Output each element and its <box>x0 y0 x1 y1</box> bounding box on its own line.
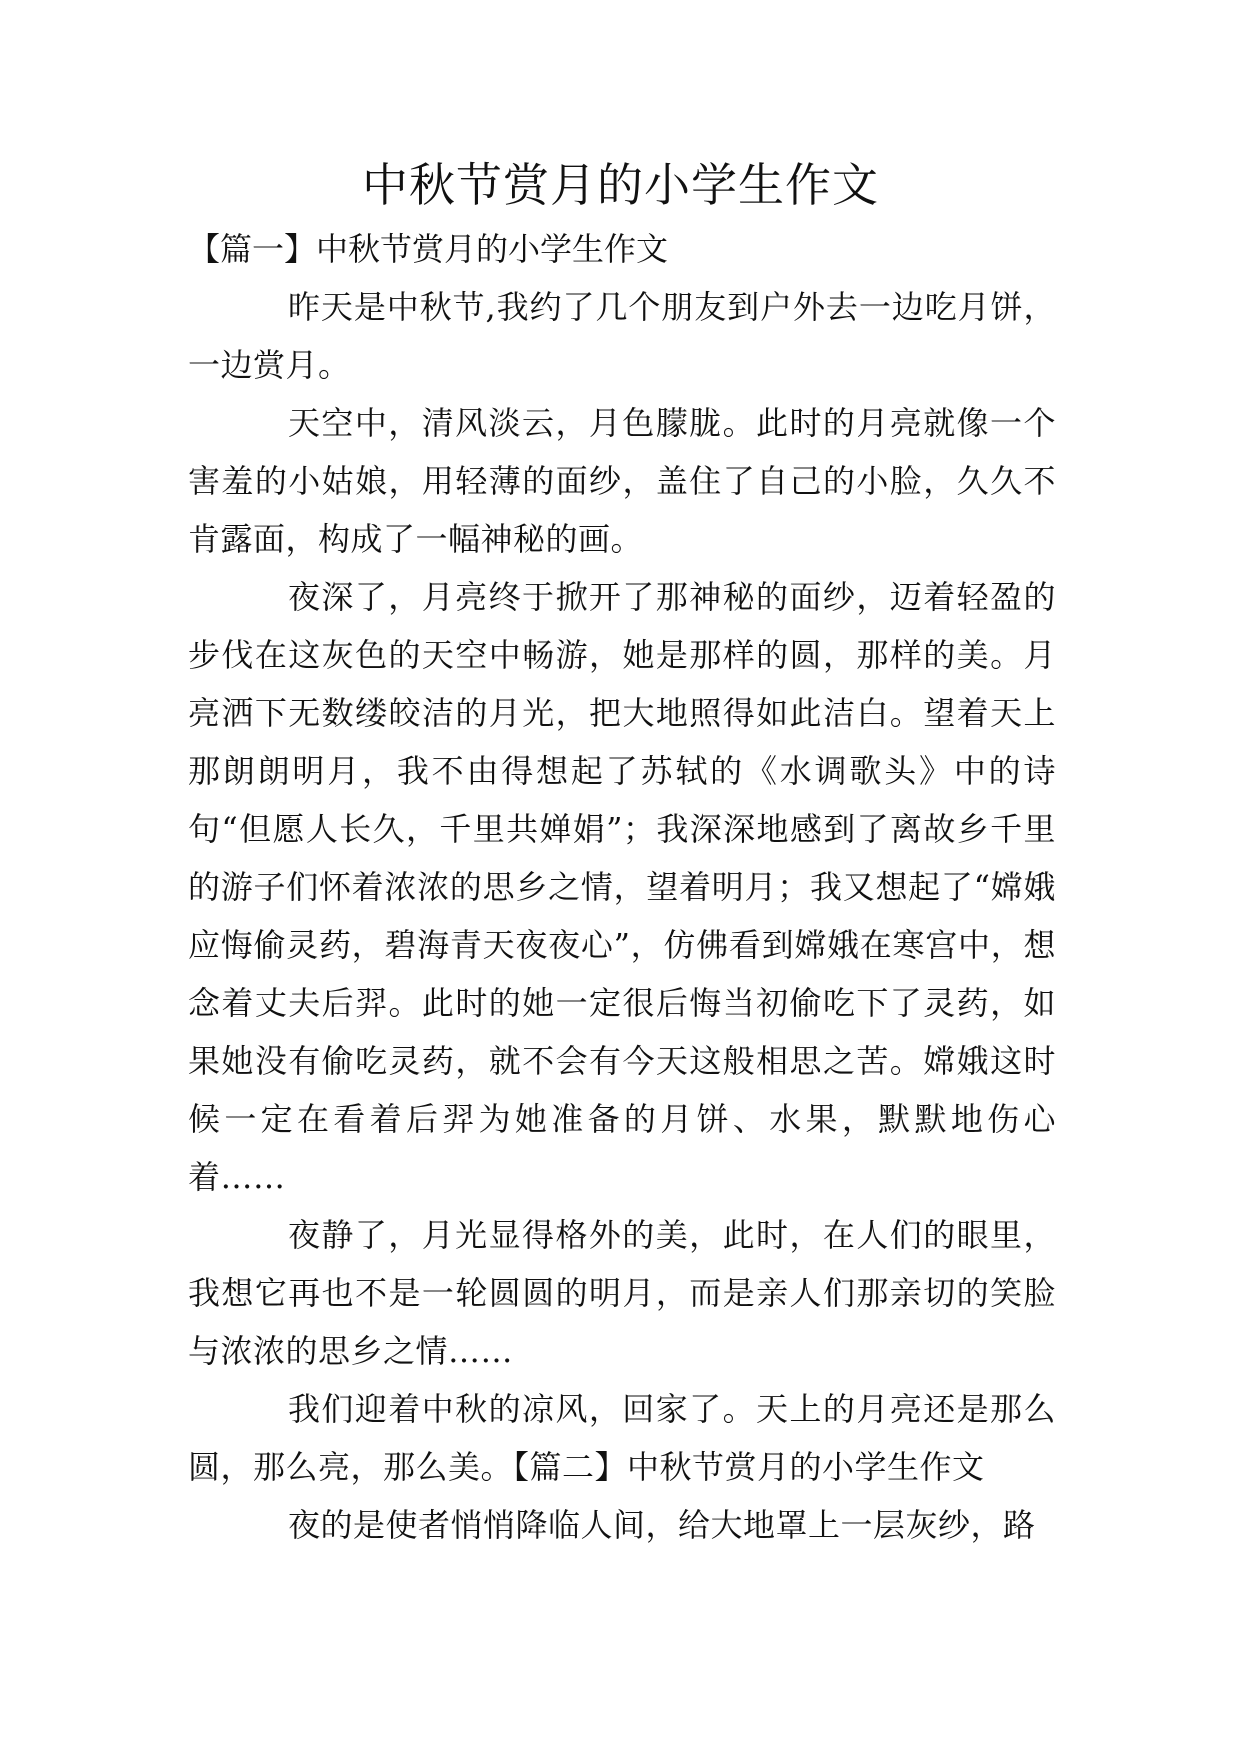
document-title: 中秋节赏月的小学生作文 <box>362 158 879 212</box>
document-body <box>188 220 1056 1554</box>
section-heading-2: 【篇二】中秋节赏月的小学生作文 <box>513 1448 985 1486</box>
section-heading-1: 【篇一】中秋节赏月的小学生作文 <box>188 230 669 268</box>
paragraph-2: 天空中，清风淡云，月色朦胧。此时的月亮就像一个害羞的小姑娘，用轻薄的面纱，盖住了自己的小脸，久久不肯露面，构成了一幅神秘的画。 <box>188 404 1056 558</box>
paragraph-6: 夜的是使者悄悄降临人间，给大地罩上一层灰纱，路 <box>288 1506 1036 1544</box>
paragraph-5 <box>188 1380 1056 1496</box>
paragraph-1: 昨天是中秋节,我约了几个朋友到户外去一边吃月饼，一边赏月。 <box>188 288 1056 384</box>
paragraph-3: 夜深了，月亮终于掀开了那神秘的面纱，迈着轻盈的步伐在这灰色的天空中畅游，她是那样的圆，那样的美。月亮洒下无数缕皎洁的月光，把大地照得如此洁白。望着天上那朗朗明月，我不由得想起了苏轼的《水调歌头》中的诗句“但愿人长久，千里共婵娟”；我深深地感到了离故乡千里的游子们怀着浓浓的思乡之情，望着明月；我又想起了“嫦娥应悔偷灵药，碧海青天夜夜心”，仿佛看到嫦娥在寒宫中，想念着丈夫后羿。此时的她一定很后悔当初偷吃下了灵药，如果她没有偷吃灵药，就不会有今天这般相思之苦。嫦娥这时候一定在看着后羿为她准备的月饼、水果，默默地伤心着…… <box>188 578 1056 1196</box>
paragraph-4: 夜静了，月光显得格外的美，此时，在人们的眼里，我想它再也不是一轮圆圆的明月，而是亲人们那亲切的笑脸与浓浓的思乡之情…… <box>188 1216 1056 1370</box>
paragraph-5-text: 我们迎着中秋的凉风，回家了。天上的月亮还是那么圆，那么亮，那么美。 <box>188 1390 1056 1486</box>
